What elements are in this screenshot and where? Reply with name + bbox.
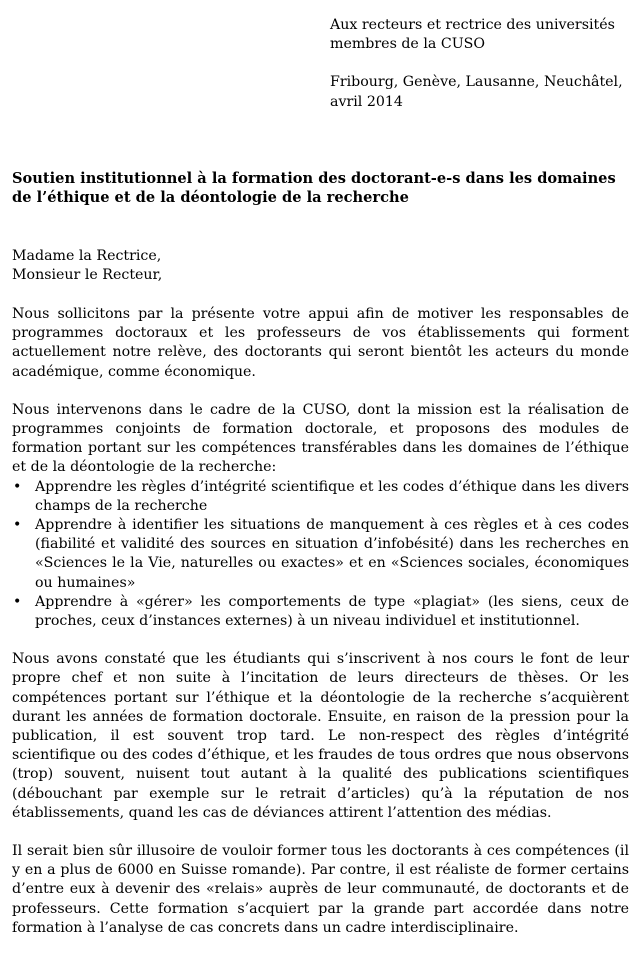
recipient-line-1: Aux recteurs et rectrice des universités xyxy=(330,17,615,33)
paragraph-4: Il serait bien sûr illusoire de vouloir former tous les doctorants à ces compétences (il y en a plus de 6000 en Suisse romande). Par contre, il est réaliste de former certains d’entre eux à devenir des «relais» auprès de leur communauté, de doctorants et de professeurs. Cette formation s’acquiert par la grande part accordée dans notre formation à l’analyse de cas concrets dans un cadre interdisciplinaire. xyxy=(12,843,629,936)
letter-body xyxy=(12,305,629,957)
paragraph-3: Nous avons constaté que les étudiants qui s’inscrivent à nos cours le font de leur propre chef et non suite à l’incitation de leurs directeurs de thèses. Or les compétences portant sur l’éthique et la déontologie de la recherche s’acquièrent durant les années de formation doctorale. Ensuite, en raison de la pression pour la publication, il est souvent trop tard. Le non-respect des règles d’intégrité scientifique ou des codes d’éthique, et les fraudes de tous ordres que nous observons (trop) souvent, nuisent tout autant à la qualité des publications scientifiques (débouchant par exemple sur le retrait d’articles) qu’à la réputation de nos établissements, quand les cas de déviances attirent l’attention des médias. xyxy=(12,651,629,821)
recipient-block xyxy=(330,16,630,112)
letter-subject: Soutien institutionnel à la formation des doctorant-e-s dans les domaines de l’éthique et de la déontologie de la recherche xyxy=(12,170,616,207)
recipient-line-2: membres de la CUSO xyxy=(330,36,486,53)
list-item xyxy=(12,478,629,516)
bullet-text-2: Apprendre à identifier les situations de manquement à ces règles et à ces codes (fiabilité et validité des sources en situation d’infobésité) dans les recherches en «Sciences le la Vie, naturelles ou exactes» et en «Sciences sociales, économiques ou humaines» xyxy=(35,517,629,591)
letter-date: avril 2014 xyxy=(330,93,403,110)
paragraph-1: Nous sollicitons par la présente votre appui afin de motiver les responsables de programmes doctoraux et les professeurs de vos établissements qui forment actuellement notre relève, des doctorants qui seront bientôt les acteurs du monde académique, comme économique. xyxy=(12,306,629,380)
bullet-icon: • xyxy=(13,517,22,534)
list-item xyxy=(12,516,629,593)
bullet-list xyxy=(12,478,629,632)
bullet-text-1: Apprendre les règles d’intégrité scientifique et les codes d’éthique dans les divers champs de la recherche xyxy=(35,478,629,514)
list-item xyxy=(12,593,629,631)
bullet-icon: • xyxy=(13,593,22,610)
bullet-icon: • xyxy=(13,478,22,495)
paragraph-2: Nous intervenons dans le cadre de la CUSO, dont la mission est la réalisation de programmes conjoints de formation doctorale, et proposons des modules de formation portant sur les compétences transférables dans les domaines de l’éthique et de la déontologie de la recherche: xyxy=(12,401,629,476)
salutation-block xyxy=(12,247,632,285)
salutation-line-2: Monsieur le Recteur, xyxy=(12,267,163,284)
bullet-text-3: Apprendre à «gérer» les comportements de type «plagiat» (les siens, ceux de proches, ceux d’instances externes) à un niveau individuel et institutionnel. xyxy=(35,593,629,630)
salutation-line-1: Madame la Rectrice, xyxy=(12,248,162,264)
letter-place: Fribourg, Genève, Lausanne, Neuchâtel, xyxy=(330,74,623,91)
